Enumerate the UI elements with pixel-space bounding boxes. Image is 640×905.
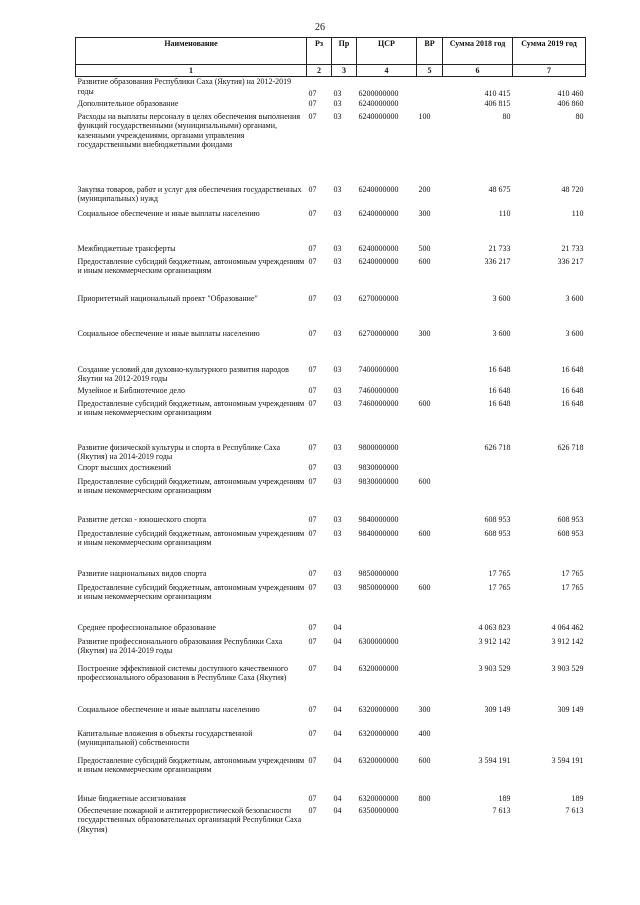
budget-table [75,37,586,867]
row-rz: 07 [308,398,317,408]
row-rz: 07 [308,476,317,486]
row-csr: 6320000000 [358,755,399,765]
row-sum-2019: 608 953 [557,528,584,538]
row-rz: 07 [308,385,317,395]
row-name: Предоставление субсидий бюджетным, автономным учреждениям и иным некоммерческим организациям [77,476,305,496]
table-row [76,185,586,209]
row-sum-2018: 189 [498,793,511,803]
row-sum-2019: 80 [575,111,584,121]
table-row [76,244,586,257]
header-sum-2019: Сумма 2019 год [513,38,586,65]
table-row [76,569,586,583]
row-pr: 03 [333,476,342,486]
row-csr: 6270000000 [358,293,399,303]
row-name: Межбюджетные трансферты [77,243,176,253]
column-number: 4 [357,65,417,77]
table-row [76,463,586,477]
row-name: Иные бюджетные ассигнования [77,793,186,803]
row-rz: 07 [308,88,317,98]
row-sum-2018: 3 903 529 [478,663,511,673]
row-sum-2019: 17 765 [561,582,584,592]
table-row [76,583,586,623]
header-sum-2018: Сумма 2018 год [443,38,513,65]
row-rz: 07 [308,462,317,472]
row-name: Предоставление субсидий бюджетным, автономным учреждениям и иным некоммерческим организациям [77,256,305,276]
row-rz: 07 [308,663,317,673]
row-csr: 6320000000 [358,728,399,738]
row-sum-2018: 410 415 [484,88,511,98]
row-sum-2018: 3 594 191 [478,755,511,765]
row-sum-2018: 608 953 [484,514,511,524]
row-csr [357,623,417,637]
row-sum-2019: 3 912 142 [551,636,584,646]
row-rz: 07 [308,793,317,803]
row-rz: 07 [308,728,317,738]
row-csr: 6240000000 [358,208,399,218]
row-pr: 03 [333,243,342,253]
row-name: Развитие физической культуры и спорта в Республике Саха (Якутия) на 2014-2019 годы [77,442,281,462]
row-name: Спорт высших достижений [77,462,172,472]
row-csr: 6320000000 [358,793,399,803]
row-name: Закупка товаров, работ и услуг для обеспечения государственных (муниципальных) нужд [77,184,302,204]
header-rz: Рз [307,38,332,65]
row-sum-2018: 17 765 [488,582,511,592]
row-pr: 04 [333,755,342,765]
row-name: Развитие профессионального образования Республики Саха (Якутия) на 2014-2019 годы [77,636,283,656]
row-csr: 6240000000 [358,98,399,108]
row-sum-2019: 110 [571,208,584,218]
row-pr: 03 [333,88,342,98]
header-csr: ЦСР [357,38,417,65]
row-sum-2018: 110 [498,208,511,218]
header-pr: Пр [332,38,357,65]
row-pr: 04 [333,622,342,632]
row-csr: 9830000000 [358,476,399,486]
row-sum-2018: 16 648 [488,364,511,374]
row-name: Создание условий для духовно-культурного развития народов Якутии на 2012-2019 годы [77,364,289,384]
row-vr [417,664,443,705]
table-row [76,257,586,294]
row-sum-2018: 626 718 [484,442,511,452]
row-sum-2019: 336 217 [557,256,584,266]
row-pr: 03 [333,582,342,592]
row-pr: 03 [333,98,342,108]
row-sum-2019: 16 648 [561,385,584,395]
row-sum-2018: 3 912 142 [478,636,511,646]
row-csr: 7460000000 [358,385,399,395]
table-row [76,637,586,664]
row-name: Обеспечение пожарной и антитеррористической безопасности государственных образовательных организаций Республики Саха (Якутия) [77,805,302,834]
row-pr: 03 [333,385,342,395]
row-csr: 6240000000 [358,243,399,253]
row-rz: 07 [308,582,317,592]
row-sum-2018: 4 063 823 [478,622,511,632]
table-row [76,806,586,867]
row-sum-2018: 21 733 [488,243,511,253]
header-name: Наименование [76,38,307,65]
row-sum-2018: 7 613 [492,805,511,815]
table-row [76,529,586,569]
row-rz: 07 [308,755,317,765]
table-body [76,77,586,867]
row-name: Дополнительное образование [77,98,179,108]
table-row [76,209,586,244]
row-pr: 03 [333,208,342,218]
row-sum-2018: 3 600 [492,328,511,338]
row-vr: 600 [418,582,431,592]
row-sum-2019: 406 860 [557,98,584,108]
table-row [76,756,586,794]
column-number-row [76,65,586,77]
row-pr: 03 [333,568,342,578]
row-sum-2018: 17 765 [488,568,511,578]
column-number: 7 [513,65,586,77]
row-pr: 03 [333,293,342,303]
row-pr: 03 [333,398,342,408]
row-vr: 200 [418,184,431,194]
row-pr: 03 [333,364,342,374]
row-sum-2018: 16 648 [488,398,511,408]
row-pr: 04 [333,728,342,738]
row-vr: 300 [418,208,431,218]
row-rz: 07 [308,514,317,524]
table-row [76,99,586,112]
row-vr [417,623,443,637]
row-sum-2018 [443,729,513,756]
row-csr: 6200000000 [358,88,399,98]
table-row [76,623,586,637]
row-sum-2019: 7 613 [565,805,584,815]
table-row [76,664,586,705]
row-sum-2018: 336 217 [484,256,511,266]
row-pr: 04 [333,636,342,646]
row-vr: 600 [418,528,431,538]
row-vr: 300 [418,328,431,338]
row-vr [417,443,443,463]
row-sum-2018: 3 600 [492,293,511,303]
row-csr: 9800000000 [358,442,399,452]
table-row [76,112,586,185]
table-row [76,386,586,399]
row-name: Построение эффективной системы доступного качественного профессионального образования в Республике Саха (Якутия) [77,663,289,683]
column-number: 2 [307,65,332,77]
row-csr: 6320000000 [358,663,399,673]
row-sum-2019: 21 733 [561,243,584,253]
row-name: Среднее профессиональное образование [77,622,216,632]
row-name: Музейное и Библиотечное дело [77,385,185,395]
row-sum-2018 [443,477,513,515]
row-vr: 800 [418,793,431,803]
row-rz: 07 [308,184,317,194]
row-pr: 03 [333,442,342,452]
column-number: 1 [76,65,307,77]
row-sum-2019: 189 [571,793,584,803]
row-pr: 04 [333,663,342,673]
row-name: Социальное обеспечение и иные выплаты населению [77,328,260,338]
row-name: Предоставление субсидий бюджетным, автономным учреждениям и иным некоммерческим организациям [77,582,305,602]
row-pr: 03 [333,462,342,472]
row-sum-2018 [443,463,513,477]
row-pr: 04 [333,704,342,714]
table-row [76,294,586,329]
row-sum-2019: 4 064 462 [551,622,584,632]
table-row [76,399,586,443]
row-sum-2018: 309 149 [484,704,511,714]
row-vr [417,515,443,529]
row-pr: 04 [333,793,342,803]
row-name: Развитие образования Республики Саха (Якутия) на 2012-2019 годы [77,77,292,96]
row-sum-2019: 309 149 [557,704,584,714]
row-sum-2019: 3 600 [565,328,584,338]
row-name: Предоставление субсидий бюджетным, автономным учреждениям и иным некоммерческим организациям [77,528,305,548]
table-row [76,705,586,729]
table-row [76,77,586,99]
row-name: Социальное обеспечение и иные выплаты населению [77,704,260,714]
row-name: Расходы на выплаты персоналу в целях обеспечения выполнения функций государственными (муниципальными) органами, казенными учреждениями, органами управления государственными внебюджетными фондами [77,111,300,150]
row-vr: 600 [418,398,431,408]
row-rz: 07 [308,636,317,646]
row-pr: 03 [333,184,342,194]
row-pr: 04 [333,805,342,815]
row-rz: 07 [308,328,317,338]
row-sum-2019 [513,477,586,515]
row-sum-2019: 16 648 [561,398,584,408]
row-vr: 600 [418,256,431,266]
row-csr: 9840000000 [358,514,399,524]
column-number: 3 [332,65,357,77]
row-vr [417,77,443,99]
row-csr: 6240000000 [358,256,399,266]
row-rz: 07 [308,528,317,538]
row-pr: 03 [333,111,342,121]
row-csr: 6240000000 [358,111,399,121]
column-number: 5 [417,65,443,77]
row-csr: 7460000000 [358,398,399,408]
row-vr: 600 [418,755,431,765]
row-rz: 07 [308,364,317,374]
row-sum-2019: 410 460 [557,88,584,98]
row-sum-2019 [513,729,586,756]
row-name: Развитие национальных видов спорта [77,568,207,578]
row-name: Предоставление субсидий бюджетным, автономным учреждениям и иным некоммерческим организациям [77,755,305,775]
row-name: Социальное обеспечение и иные выплаты населению [77,208,260,218]
row-vr: 600 [418,476,431,486]
table-row [76,477,586,515]
column-number: 6 [443,65,513,77]
row-rz: 07 [308,243,317,253]
table-header-row [76,38,586,65]
row-rz: 07 [308,256,317,266]
row-vr: 300 [418,704,431,714]
row-rz: 07 [308,442,317,452]
row-rz: 07 [308,568,317,578]
table-row [76,729,586,756]
row-csr: 9840000000 [358,528,399,538]
row-pr: 03 [333,328,342,338]
row-sum-2018: 80 [502,111,511,121]
table-row [76,443,586,463]
row-vr [417,99,443,112]
row-sum-2018: 406 815 [484,98,511,108]
row-sum-2018: 608 953 [484,528,511,538]
row-vr [417,386,443,399]
row-vr [417,806,443,867]
row-vr: 400 [418,728,431,738]
row-rz: 07 [308,111,317,121]
row-sum-2019: 17 765 [561,568,584,578]
row-pr: 03 [333,256,342,266]
row-name: Развитие детско - юношеского спорта [77,514,207,524]
row-csr: 6270000000 [358,328,399,338]
row-rz: 07 [308,98,317,108]
row-csr: 6350000000 [358,805,399,815]
row-sum-2019: 3 594 191 [551,755,584,765]
table-row [76,794,586,806]
row-sum-2018: 48 675 [488,184,511,194]
row-vr [417,365,443,386]
row-csr: 6240000000 [358,184,399,194]
row-sum-2019: 626 718 [557,442,584,452]
row-vr [417,569,443,583]
row-csr: 7400000000 [358,364,399,374]
row-csr: 6320000000 [358,704,399,714]
row-csr: 9850000000 [358,582,399,592]
row-rz: 07 [308,704,317,714]
row-sum-2019: 48 720 [561,184,584,194]
row-pr: 03 [333,514,342,524]
row-csr: 9830000000 [358,462,399,472]
row-vr: 500 [418,243,431,253]
row-sum-2019: 16 648 [561,364,584,374]
row-vr: 100 [418,111,431,121]
row-rz: 07 [308,208,317,218]
row-csr: 6300000000 [358,636,399,646]
row-sum-2019 [513,463,586,477]
row-vr [417,637,443,664]
row-vr [417,294,443,329]
header-vr: ВР [417,38,443,65]
table-row [76,329,586,365]
row-name: Капитальные вложения в объекты государственной (муниципальной) собственности [77,728,253,748]
row-rz: 07 [308,805,317,815]
row-sum-2019: 3 600 [565,293,584,303]
row-pr: 03 [333,528,342,538]
row-sum-2018: 16 648 [488,385,511,395]
row-sum-2019: 3 903 529 [551,663,584,673]
page-number: 26 [315,22,325,33]
row-rz: 07 [308,293,317,303]
row-vr [417,463,443,477]
row-csr: 9850000000 [358,568,399,578]
table-row [76,515,586,529]
row-name: Предоставление субсидий бюджетным, автономным учреждениям и иным некоммерческим организациям [77,398,305,418]
row-sum-2019: 608 953 [557,514,584,524]
row-rz: 07 [308,622,317,632]
table-row [76,365,586,386]
row-name: Приоритетный национальный проект "Образование" [77,293,258,303]
